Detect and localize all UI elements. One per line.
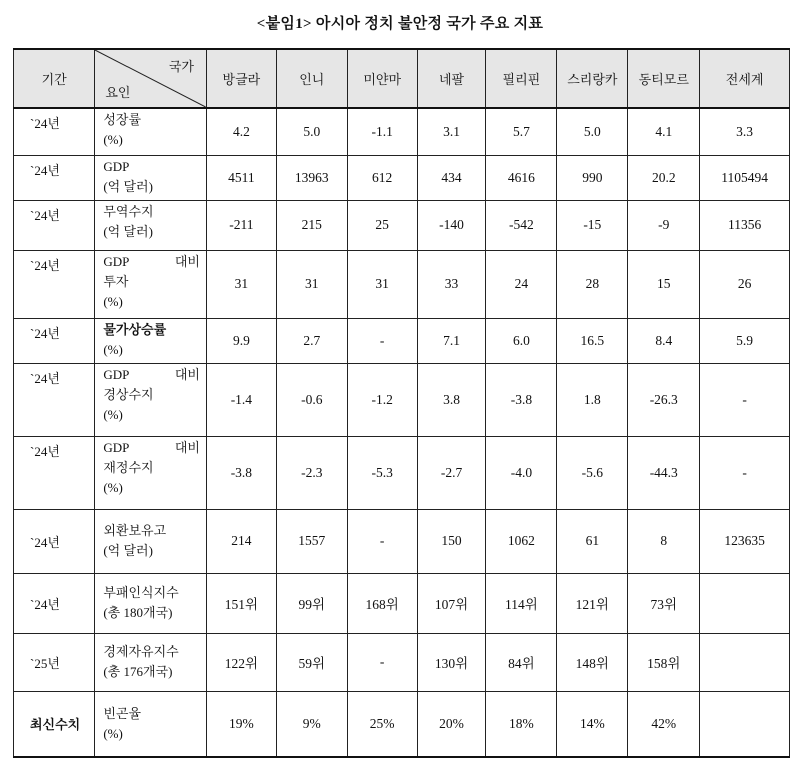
value-cell: 990 <box>557 155 628 200</box>
factor-unit: (%) <box>103 479 123 495</box>
value-cell: 16.5 <box>557 318 628 363</box>
value-cell: 9% <box>276 691 347 757</box>
factor-cell <box>95 633 207 691</box>
factor-unit: (억 달러) <box>103 178 153 194</box>
factor-cell <box>95 509 207 573</box>
value-cell: 151위 <box>206 573 276 633</box>
document-title: <붙임1> 아시아 정치 불안정 국가 주요 지표 <box>256 16 544 32</box>
period-cell: `24년 <box>14 200 95 250</box>
value-cell: 121위 <box>557 573 628 633</box>
factor-unit: 경상수지 <box>103 386 154 402</box>
value-cell: 99위 <box>276 573 347 633</box>
value-cell: -1.2 <box>347 363 417 436</box>
value-cell: 150 <box>417 509 486 573</box>
factor-unit: (%) <box>103 725 123 741</box>
value-cell: 1557 <box>276 509 347 573</box>
value-cell <box>700 633 790 691</box>
factor-cell <box>95 436 207 509</box>
table-row <box>14 318 790 363</box>
factor-label: GDP <box>103 253 130 269</box>
value-cell: 107위 <box>417 573 486 633</box>
value-cell: 20.2 <box>628 155 700 200</box>
period-cell: `24년 <box>14 436 95 509</box>
factor-cell <box>95 200 207 250</box>
value-cell: 612 <box>347 155 417 200</box>
value-cell: 25 <box>347 200 417 250</box>
value-cell: 4616 <box>486 155 557 200</box>
header-corner-cell <box>95 49 207 108</box>
period-cell: `24년 <box>14 573 95 633</box>
value-cell: 24 <box>486 250 557 318</box>
header-country: 네팔 <box>417 49 486 108</box>
value-cell: 6.0 <box>486 318 557 363</box>
value-cell: 33 <box>417 250 486 318</box>
header-country: 전세계 <box>700 49 790 108</box>
factor-unit: (%) <box>103 341 123 357</box>
table-row <box>14 250 790 318</box>
value-cell: 1062 <box>486 509 557 573</box>
value-cell: 28 <box>557 250 628 318</box>
value-cell: 1105494 <box>700 155 790 200</box>
factor-unit: (억 달러) <box>103 543 153 558</box>
table-row <box>14 363 790 436</box>
value-cell: 25% <box>347 691 417 757</box>
table-row <box>14 691 790 757</box>
factor-unit: 재정수지 <box>103 459 154 475</box>
value-cell: 26 <box>700 250 790 318</box>
factor-label: 부패인식지수 <box>103 585 179 600</box>
value-cell: -4.0 <box>486 436 557 509</box>
period-cell: `24년 <box>14 250 95 318</box>
value-cell: 158위 <box>628 633 700 691</box>
factor-unit: (억 달러) <box>103 223 153 239</box>
factor-label: 외환보유고 <box>103 523 167 538</box>
value-cell: 3.8 <box>417 363 486 436</box>
value-cell: 13963 <box>276 155 347 200</box>
factor-unit: (총 180개국) <box>103 605 173 620</box>
value-cell: 7.1 <box>417 318 486 363</box>
header-country: 필리핀 <box>486 49 557 108</box>
factor-label: 경제자유지수 <box>103 644 179 659</box>
value-cell: 4.2 <box>206 108 276 155</box>
factor-cell <box>95 573 207 633</box>
period-cell: `24년 <box>14 363 95 436</box>
value-cell: - <box>347 633 417 691</box>
value-cell: 214 <box>206 509 276 573</box>
value-cell: 3.1 <box>417 108 486 155</box>
value-cell: -3.8 <box>486 363 557 436</box>
table-row <box>14 108 790 155</box>
value-cell: 8 <box>628 509 700 573</box>
period-cell: `25년 <box>14 633 95 691</box>
value-cell: 31 <box>276 250 347 318</box>
factor-cell <box>95 691 207 757</box>
value-cell: -15 <box>557 200 628 250</box>
period-cell: `24년 <box>14 108 95 155</box>
value-cell: 8.4 <box>628 318 700 363</box>
value-cell: - <box>700 436 790 509</box>
factor-label: GDP <box>103 158 130 174</box>
value-cell: 434 <box>417 155 486 200</box>
value-cell: -26.3 <box>628 363 700 436</box>
header-period: 기간 <box>14 49 95 108</box>
factor-label: 무역수지 <box>103 203 154 219</box>
value-cell: 4511 <box>206 155 276 200</box>
factor-cell <box>95 250 207 318</box>
value-cell: 18% <box>486 691 557 757</box>
factor-label: 물가상승률 <box>103 321 167 337</box>
value-cell: 4.1 <box>628 108 700 155</box>
table-row <box>14 200 790 250</box>
header-country-label: 국가 <box>168 60 194 75</box>
factor-cell <box>95 363 207 436</box>
value-cell: 31 <box>347 250 417 318</box>
value-cell: 84위 <box>486 633 557 691</box>
value-cell: 42% <box>628 691 700 757</box>
factor-label: 대비 <box>174 253 200 269</box>
value-cell: -140 <box>417 200 486 250</box>
value-cell: 148위 <box>557 633 628 691</box>
value-cell: 130위 <box>417 633 486 691</box>
value-cell: 1.8 <box>557 363 628 436</box>
table-row <box>14 155 790 200</box>
value-cell: -5.6 <box>557 436 628 509</box>
header-country: 인니 <box>276 49 347 108</box>
value-cell: 3.3 <box>700 108 790 155</box>
value-cell: 31 <box>206 250 276 318</box>
value-cell: -2.3 <box>276 436 347 509</box>
header-factor-label: 요인 <box>105 86 131 101</box>
header-country: 방글라 <box>206 49 276 108</box>
header-country: 스리랑카 <box>557 49 628 108</box>
factor-label: GDP <box>103 366 130 382</box>
factor-unit: (%) <box>103 293 123 309</box>
value-cell: 61 <box>557 509 628 573</box>
period-cell: `24년 <box>14 509 95 573</box>
value-cell: 20% <box>417 691 486 757</box>
value-cell: 15 <box>628 250 700 318</box>
value-cell: 73위 <box>628 573 700 633</box>
value-cell: -1.4 <box>206 363 276 436</box>
value-cell <box>700 573 790 633</box>
value-cell: -2.7 <box>417 436 486 509</box>
value-cell: 14% <box>557 691 628 757</box>
value-cell: 122위 <box>206 633 276 691</box>
factor-unit: (%) <box>103 132 123 147</box>
value-cell: -44.3 <box>628 436 700 509</box>
value-cell: 114위 <box>486 573 557 633</box>
factor-label: GDP <box>103 439 130 455</box>
factor-cell <box>95 108 207 155</box>
header-country: 동티모르 <box>628 49 700 108</box>
value-cell: -0.6 <box>276 363 347 436</box>
value-cell: 5.9 <box>700 318 790 363</box>
value-cell: 59위 <box>276 633 347 691</box>
value-cell: 9.9 <box>206 318 276 363</box>
period-cell: `24년 <box>14 155 95 200</box>
value-cell: -9 <box>628 200 700 250</box>
value-cell: -3.8 <box>206 436 276 509</box>
value-cell: -211 <box>206 200 276 250</box>
factor-label: 대비 <box>174 439 200 455</box>
value-cell: 215 <box>276 200 347 250</box>
value-cell: -1.1 <box>347 108 417 155</box>
header-country: 미얀마 <box>347 49 417 108</box>
value-cell: 19% <box>206 691 276 757</box>
value-cell: 11356 <box>700 200 790 250</box>
value-cell: - <box>347 509 417 573</box>
period-cell: 최신수치 <box>14 691 95 757</box>
factor-unit: 투자 <box>103 273 129 289</box>
indicator-table <box>13 48 790 758</box>
factor-unit: (총 176개국) <box>103 664 173 679</box>
value-cell: -542 <box>486 200 557 250</box>
value-cell: 5.7 <box>486 108 557 155</box>
factor-label: 대비 <box>174 366 200 382</box>
factor-unit: (%) <box>103 406 123 422</box>
table-row <box>14 509 790 573</box>
value-cell: 5.0 <box>557 108 628 155</box>
period-cell: `24년 <box>14 318 95 363</box>
header-row <box>14 49 790 108</box>
table-row <box>14 633 790 691</box>
value-cell: 168위 <box>347 573 417 633</box>
table-row <box>14 436 790 509</box>
table-row <box>14 573 790 633</box>
factor-label: 빈곤율 <box>103 705 142 721</box>
factor-cell <box>95 318 207 363</box>
value-cell: - <box>700 363 790 436</box>
value-cell: 2.7 <box>276 318 347 363</box>
factor-label: 성장률 <box>103 112 142 127</box>
value-cell: 123635 <box>700 509 790 573</box>
value-cell: - <box>347 318 417 363</box>
value-cell: 5.0 <box>276 108 347 155</box>
value-cell <box>700 691 790 757</box>
value-cell: -5.3 <box>347 436 417 509</box>
factor-cell <box>95 155 207 200</box>
